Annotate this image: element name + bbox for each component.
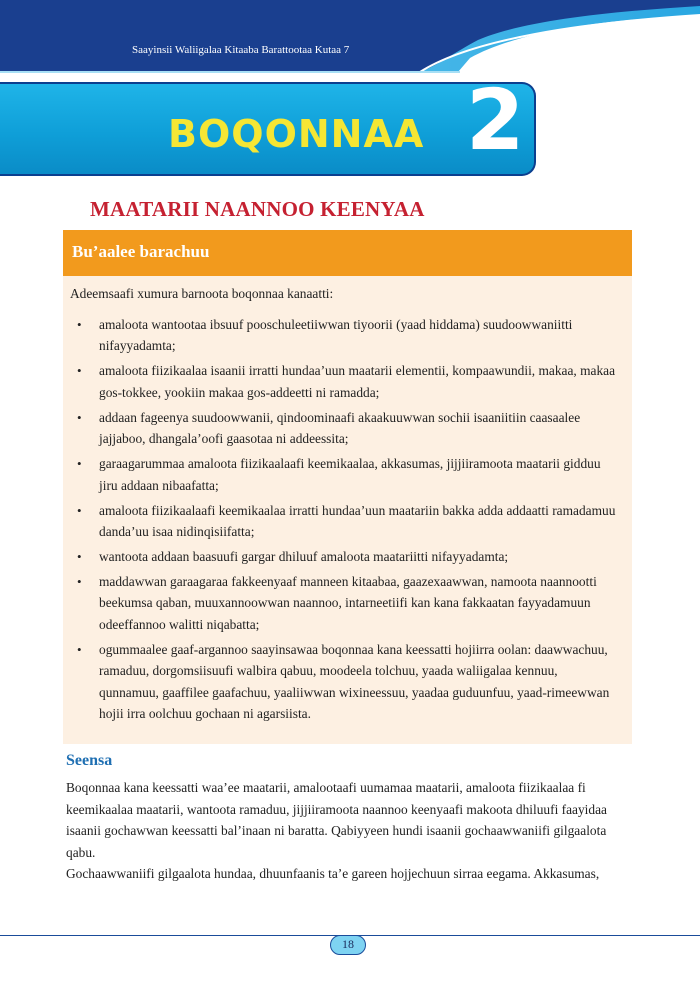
bullet-icon: • [77,574,82,590]
objective-text: amaloota wantootaa ibsuuf pooschuleetiiwwan tiyoorii (yaad hiddama) suudoowwaniitti nifayyadamta; [99,317,573,354]
objective-item [63,360,632,403]
bullet-icon: • [77,456,82,472]
objective-text: wantoota addaan baasuufi gargar dhiluuf amaloota maatariitti nifayyadamta; [99,549,509,565]
objective-text: addaan fageenya suudoowwanii, qindoominaafi akaakuuwwan sochii isaaniitiin caasaalee jajjaboo, dhangala’oofi gaasotaa ni addeessita; [99,409,581,447]
objective-item [63,639,632,725]
bullet-icon: • [77,549,82,565]
learning-objectives-box [63,230,632,744]
objective-item [63,546,632,567]
bullet-icon: • [77,363,82,379]
objective-text: garaagarummaa amaloota fiizikaalaafi keemikaalaa, akkasumas, jijjiiramoota maatarii gidduu jiru addaan nibaafatta; [99,456,601,493]
chapter-title: MAATARII NAANNOO KEENYAA [90,197,425,221]
chapter-number: 2 [466,71,525,169]
objective-item [63,453,632,496]
bullet-icon: • [77,317,82,332]
page-number: 18 [330,935,366,955]
header-band [0,0,700,78]
body-paragraph: Boqonnaa kana keessatti waa’ee maatarii, amalootaafi uumamaa maatarii, amaloota fiizikaalaa fi keemikaalaa maatarii, wantoota ramaduu, jijjiiramoota naannoo keenyaafi makoota dhiluufi faayidaa isaanii gochawwan keessatti bal’inaan ni baratta. Qabiyyeen hundi isaanii gochaawwaniifi gilgaalota qabu. [66,780,607,860]
objective-item [63,407,632,450]
objective-item [63,314,632,357]
bullet-icon: • [77,641,82,657]
objective-text: amaloota fiizikaalaa isaanii irratti hundaa’uun maatarii elementii, kompaawundii, makaa, makaa gos-tokkee, yookiin makaa gos-addeetti ni ramadda; [99,363,616,400]
objectives-list [63,314,632,728]
body-paragraph: Gochaawwaniifi gilgaalota hundaa, dhuunfaanis ta’e gareen hojjechuun sirraa eegama. Akkasumas, [66,866,600,882]
objective-item [63,571,632,635]
objectives-intro: Adeemsaafi xumura barnoota boqonnaa kanaatti: [70,286,334,301]
chapter-label: BOQONNAA [168,112,425,156]
objective-text: maddawwan garaagaraa fakkeenyaaf manneen kitaabaa, gaazexaawwan, namoota naannootti beekumsa qaban, muuxannoowwan naannoo, intarneetiifi kan kana fakkaatan fayyadamuun odeeffannoo walitti niqabatta; [99,574,597,632]
bullet-icon: • [77,409,82,425]
objective-text: ogummaalee gaaf-argannoo saayinsawaa boqonnaa kana keessatti hojiirra oolan: daawwachuu, ramaduu, dorgomsiisuufi walbira qabuu, moodeela tolchuu, yaada waliigalaa kennuu, qunnamuu, gaaffilee gaafachuu, yaaliiwwan wixineessuu, yaadaa guduunfuu, yaad-rimeewwan hojii irra oolchuu gochaan ni agarsiista. [99,641,610,722]
bullet-icon: • [77,502,82,518]
objectives-heading: Bu’aalee barachuu [63,230,632,276]
section-body [66,777,632,885]
objective-item [63,500,632,543]
running-header: Saayinsii Waliigalaa Kitaaba Barattootaa Kutaa 7 [132,44,350,56]
section-heading: Seensa [66,752,113,769]
objective-text: amaloota fiizikaalaafi keemikaalaa irratti hundaa’uun maatariin bakka adda addaatti ramadamuu danda’uu isaa nidinqisiifatta; [99,502,616,540]
